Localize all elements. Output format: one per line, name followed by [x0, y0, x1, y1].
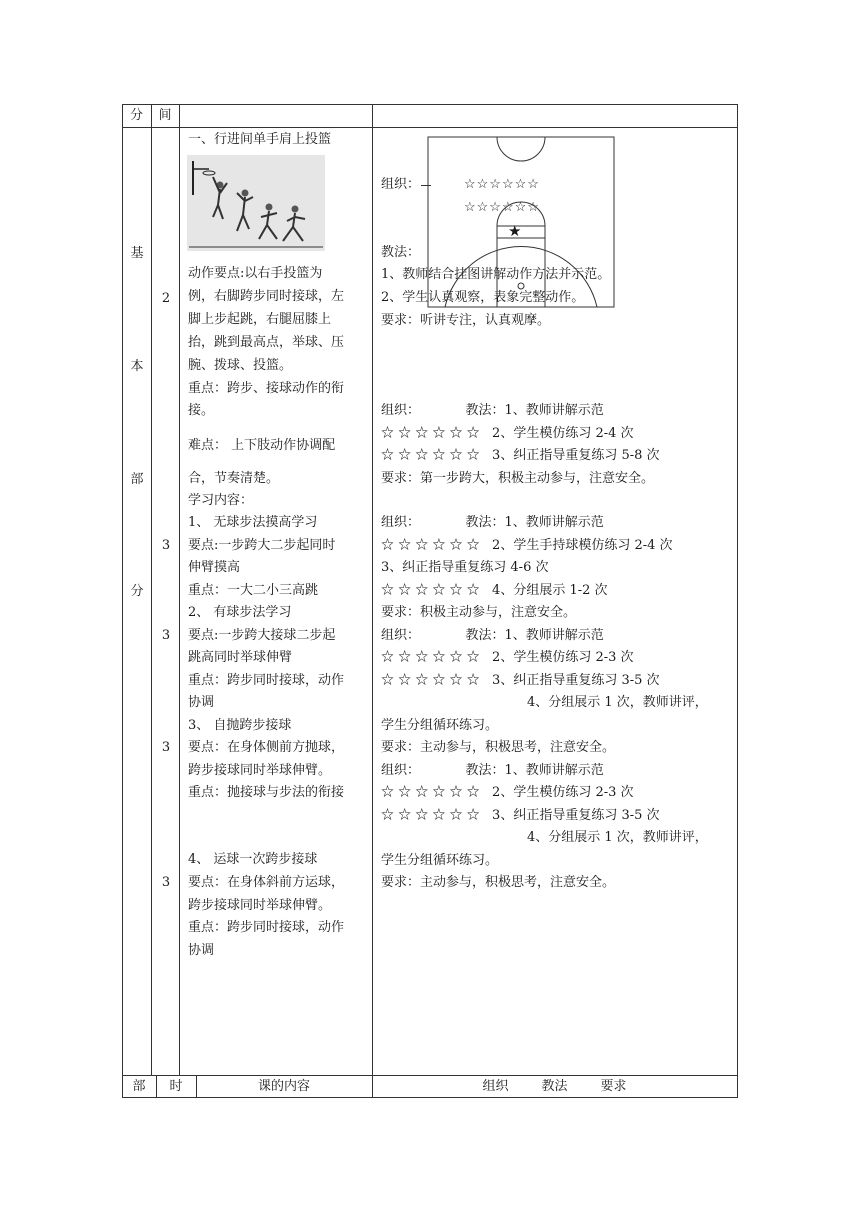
- minutes-5: 3: [161, 875, 171, 890]
- item1-line-3: 伸臂摸高: [188, 560, 241, 575]
- header-col-2: 间: [158, 108, 172, 123]
- item2-line-1: 2、 有球步法学习: [188, 605, 292, 620]
- difficulty-line-2: 合，节奏清楚。: [188, 471, 280, 486]
- footer-col-1: 部: [132, 1079, 146, 1094]
- org1-stars-row-1: ☆☆☆☆☆☆: [464, 177, 540, 192]
- item1-line-4: 重点：一大二小三高跳: [188, 583, 319, 598]
- item2-line-4: 重点：跨步同时接球，动作: [188, 673, 345, 688]
- item4-line-5: 协调: [188, 943, 215, 958]
- org5-line-5: 学生分组循环练习。: [381, 853, 499, 868]
- action-line-3: 脚上步起跳，右腿屈膝上: [188, 312, 332, 327]
- org2-line-1: 组织： 教法：1、教师讲解示范: [381, 403, 604, 418]
- key-line-2: 接。: [188, 403, 215, 418]
- org4-line-2: ☆ ☆ ☆ ☆ ☆ ☆ 2、学生模仿练习 2-3 次: [381, 650, 634, 665]
- section-char-3: 部: [130, 472, 144, 487]
- org3-line-2: ☆ ☆ ☆ ☆ ☆ ☆ 2、学生手持球模仿练习 2-4 次: [381, 538, 673, 553]
- item1-line-1: 1、 无球步法摸高学习: [188, 515, 318, 530]
- table-right-border: [737, 104, 738, 1098]
- section-char-2: 本: [130, 359, 144, 374]
- action-line-1: 动作要点:以右手投篮为: [188, 266, 323, 281]
- org3-line-4: ☆ ☆ ☆ ☆ ☆ ☆ 4、分组展示 1-2 次: [381, 583, 608, 598]
- item3-line-1: 3、 自抛跨步接球: [188, 718, 292, 733]
- org1-label-dash: [421, 185, 431, 186]
- org3-line-5: 要求：积极主动参与，注意安全。: [381, 605, 577, 620]
- footer-col-4: 组织 教法 要求: [482, 1079, 627, 1094]
- header-col-1: 分: [129, 108, 143, 123]
- org4-line-6: 要求：主动参与，积极思考，注意安全。: [381, 740, 616, 755]
- item4-line-2: 要点：在身体斜前方运球，: [188, 875, 345, 890]
- minutes-3: 3: [161, 628, 171, 643]
- item4-line-4: 重点：跨步同时接球，动作: [188, 920, 345, 935]
- org2-line-4: 要求：第一步跨大，积极主动参与，注意安全。: [381, 471, 655, 486]
- org4-line-3: ☆ ☆ ☆ ☆ ☆ ☆ 3、纠正指导重复练习 3-5 次: [381, 673, 660, 688]
- content-title: 一、行进间单手肩上投篮: [188, 132, 332, 147]
- header-bottom-border: [122, 127, 738, 128]
- org5-line-1: 组织： 教法：1、教师讲解示范: [381, 763, 604, 778]
- minutes-1: 2: [161, 291, 171, 306]
- table-top-border: [122, 104, 738, 105]
- org4-line-5: 学生分组循环练习。: [381, 718, 499, 733]
- col-divider-3: [372, 104, 373, 1098]
- section-char-1: 基: [130, 246, 144, 261]
- difficulty-line-1: 难点： 上下肢动作协调配: [188, 438, 336, 453]
- footer-col-2: 时: [169, 1079, 183, 1094]
- teacher-star: ★: [508, 222, 522, 240]
- key-line-1: 重点：跨步、接球动作的衔: [188, 381, 345, 396]
- item4-line-3: 跨步接球同时举球伸臂。: [188, 898, 332, 913]
- item2-line-5: 协调: [188, 695, 215, 710]
- org4-line-4: 4、分组展示 1 次，教师讲评，: [527, 695, 708, 710]
- layup-illustration: [187, 155, 325, 251]
- org5-line-2: ☆ ☆ ☆ ☆ ☆ ☆ 2、学生模仿练习 2-3 次: [381, 785, 634, 800]
- org4-line-1: 组织： 教法：1、教师讲解示范: [381, 628, 604, 643]
- org1-line-2: 2、学生认真观察，表象完整动作。: [381, 290, 585, 305]
- section-char-4: 分: [130, 584, 144, 599]
- org1-line-3: 要求：听讲专注，认真观摩。: [381, 313, 551, 328]
- item3-line-4: 重点：抛接球与步法的衔接: [188, 785, 345, 800]
- org2-line-3: ☆ ☆ ☆ ☆ ☆ ☆ 3、纠正指导重复练习 5-8 次: [381, 448, 660, 463]
- item3-line-3: 跨步接球同时举球伸臂。: [188, 763, 332, 778]
- minutes-4: 3: [161, 740, 171, 755]
- action-line-5: 腕、拨球、投篮。: [188, 358, 293, 373]
- item2-line-2: 要点:一步跨大接球二步起: [188, 628, 336, 643]
- action-line-4: 抬，跳到最高点，举球、压: [188, 335, 345, 350]
- org5-line-6: 要求：主动参与，积极思考，注意安全。: [381, 875, 616, 890]
- org5-line-3: ☆ ☆ ☆ ☆ ☆ ☆ 3、纠正指导重复练习 3-5 次: [381, 808, 660, 823]
- org1-line-1: 1、教师结合挂图讲解动作方法并示范。: [381, 267, 611, 282]
- item3-line-2: 要点：在身体侧前方抛球，: [188, 740, 345, 755]
- footer-col-3: 课的内容: [257, 1079, 310, 1094]
- item4-line-1: 4、 运球一次跨步接球: [188, 852, 318, 867]
- org1-label: 组织：: [381, 177, 421, 192]
- org5-line-4: 4、分组展示 1 次，教师讲评，: [527, 830, 708, 845]
- action-line-2: 例，右脚跨步同时接球，左: [188, 289, 345, 304]
- org3-line-3: 3、纠正指导重复练习 4-6 次: [381, 560, 549, 575]
- minutes-2: 3: [161, 538, 171, 553]
- org3-line-1: 组织： 教法：1、教师讲解示范: [381, 515, 604, 530]
- item2-line-3: 跳高同时举球伸臂: [188, 650, 293, 665]
- item1-line-2: 要点:一步跨大二步起同时: [188, 538, 336, 553]
- org2-line-2: ☆ ☆ ☆ ☆ ☆ ☆ 2、学生模仿练习 2-4 次: [381, 426, 634, 441]
- org1-method: 教法：: [381, 245, 421, 260]
- org1-stars-row-2: ☆☆☆☆☆☆: [464, 200, 540, 215]
- learn-heading: 学习内容：: [188, 493, 254, 508]
- col-divider-2: [179, 104, 180, 1075]
